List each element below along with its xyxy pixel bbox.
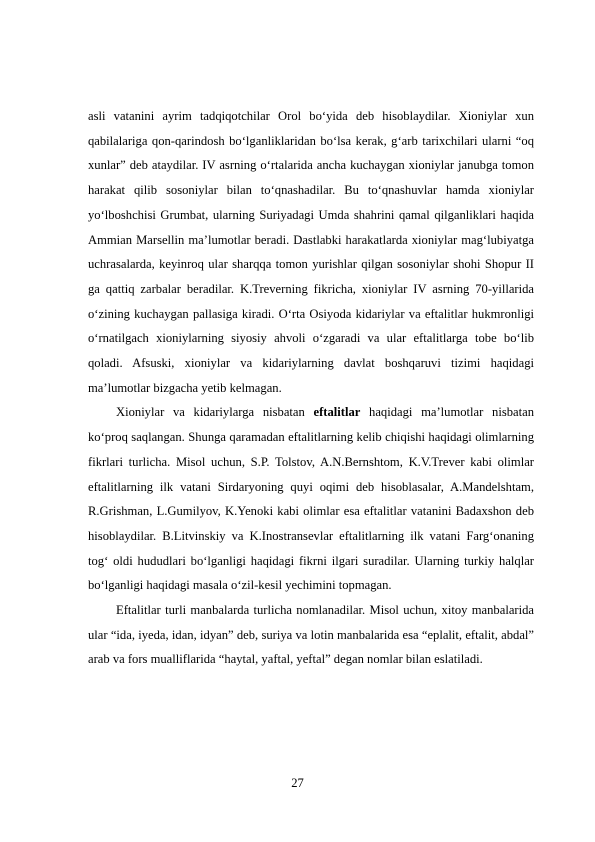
page-number: 27 [291, 776, 304, 790]
paragraph-2-rest: haqidagi ma’lumotlar nisbatan ko‘proq saqlangan. Shunga qaramadan eftalitlarning kelib chiqishi haqidagi olimlarning fikrlari turlicha. Misol uchun, S.P. Tolstov, A.N.Bernshtom, K.V.Trever kabi olimlar eftalitlarning ilk vatani Sirdaryoning quyi oqimi deb hisoblasalar, A.Mandelshtam, R.Grishman, L.Gumilyov, K.Yenoki kabi olimlar esa eftalitlar vatanini Badaxshon deb hisoblaydilar. B.Litvinskiy va K.Inostransevlar eftalitlarning ilk vatani Farg‘onaning tog‘ oldi hududlari bo‘lganligi haqidagi fikrni ilgari suradilar. Ularning turkiy halqlar bo‘lganligi haqidagi masala o‘zil-kesil yechimini topmagan. [88, 405, 534, 593]
paragraph-1: asli vatanini ayrim tadqiqotchilar Orol bo‘yida deb hisoblaydilar. Xioniylar xun qabilalariga qon-qarindosh bo‘lganliklaridan bo‘lsa kerak, g‘arb tarixchilari ularni “oq xunlar” deb ataydilar. IV asrning o‘rtalarida ancha kuchaygan xioniylar janubga tomon harakat qilib sosoniylar bilan to‘qnashadilar. Bu to‘qnashuvlar hamda xioniylar yo‘lboshchisi Grumbat, ularning Suriyadagi Umda shahrini qamal qilganliklari haqida Ammian Marsellin ma’lumotlar beradi. Dastlabki harakatlarda xioniylar mag‘lubiyatga uchrasalarda, keyinroq ular sharqqa tomon yurishlar qilgan sosoniylar shohi Shopur II ga qattiq zarbalar beradilar. K.Treverning fikricha, xioniylar IV asrning 70-yillarida o‘zining kuchaygan pallasiga kiradi. O‘rta Osiyoda kidariylar va eftalitlar hukmronligi o‘rnatilgach xioniylarning siyosiy ahvoli o‘zgaradi va ular eftalitlarga tobe bo‘lib qoladi. Afsuski, xioniylar va kidariylarning davlat boshqaruvi tizimi haqidagi ma’lumotlar bizgacha yetib kelmagan. [88, 109, 534, 395]
paragraph-2-lead: Xioniylar va kidariylarga nisbatan [116, 405, 314, 420]
paragraph-2 [88, 400, 534, 598]
document-body [88, 104, 534, 672]
paragraph-3: Eftalitlar turli manbalarda turlicha nomlanadilar. Misol uchun, xitoy manbalarida ular “ida, iyeda, idan, idyan” deb, suriya va lotin manbalarida esa “eplalit, eftalit, abdal” arab va fors mualliflarida “haytal, yaftal, yeftal” degan nomlar bilan eslatiladi. [88, 603, 534, 667]
bold-term-eftalitlar: eftalitlar [313, 405, 361, 420]
